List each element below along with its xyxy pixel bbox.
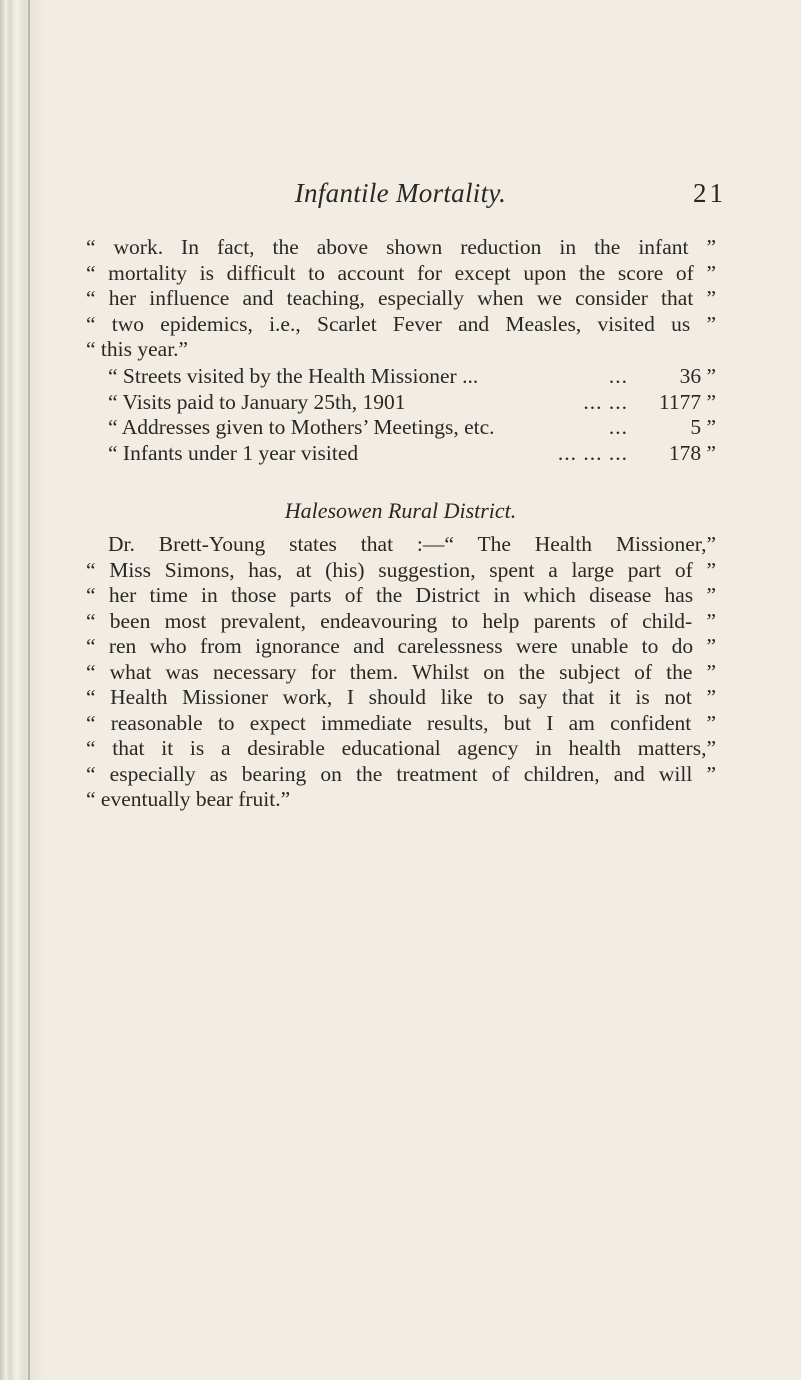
text-line: “ reasonable to expect immediate results, but I am confident ” <box>86 710 716 735</box>
stat-label: “ Streets visited by the Health Missioner ... <box>108 364 479 388</box>
statistics-list <box>108 364 716 466</box>
stat-leader: ... ... ... <box>557 440 628 465</box>
text-line: “ that it is a desirable educational agency in health matters,” <box>86 736 716 760</box>
stat-value: 5 ” <box>690 415 716 439</box>
stat-label: “ Visits paid to January 25th, 1901 <box>108 389 406 414</box>
running-title: Infantile Mortality. <box>294 178 507 208</box>
stat-row-streets <box>108 364 716 390</box>
stat-row-infants <box>108 441 716 467</box>
text-line: “ two epidemics, i.e., Scarlet Fever and Measles, visited us ” <box>86 311 716 336</box>
text-line: “ mortality is difficult to account for except upon the score of ” <box>86 260 716 285</box>
text-line: “ eventually bear fruit.” <box>86 787 291 811</box>
text-line: “ her time in those parts of the District in which disease has ” <box>86 583 716 607</box>
paragraph-quote-work <box>86 235 716 363</box>
text-line: “ ren who from ignorance and carelessness were unable to do ” <box>86 634 716 658</box>
text-line: Dr. Brett-Young states that :—“ The Health Missioner,” <box>108 532 716 556</box>
paragraph-halesowen <box>86 532 716 813</box>
stat-row-addresses <box>108 415 716 441</box>
stat-value: 178 ” <box>668 440 716 465</box>
text-line: “ work. In fact, the above shown reduction in the infant ” <box>86 235 716 259</box>
stat-leader: ... <box>608 415 628 439</box>
stat-value: 1177 ” <box>658 389 716 414</box>
section-heading: Halesowen Rural District. <box>284 498 517 523</box>
page-number: 21 <box>693 178 726 208</box>
stat-label: “ Addresses given to Mothers’ Meetings, etc. <box>108 415 495 439</box>
stat-leader: ... ... <box>583 389 628 414</box>
text-line: “ what was necessary for them. Whilst on the subject of the ” <box>86 659 716 684</box>
text-line: “ this year.” <box>86 337 189 361</box>
page-header <box>0 178 801 218</box>
text-line: “ been most prevalent, endeavouring to help parents of child- ” <box>86 608 716 633</box>
text-line: “ especially as bearing on the treatment of children, and will ” <box>86 761 716 786</box>
text-line: “ her influence and teaching, especially when we consider that ” <box>86 286 716 310</box>
stat-label: “ Infants under 1 year visited <box>108 440 359 465</box>
stat-value: 36 ” <box>679 364 716 388</box>
stat-row-visits <box>108 390 716 416</box>
text-line: “ Miss Simons, has, at (his) suggestion, spent a large part of ” <box>86 557 716 582</box>
stat-leader: ... <box>608 364 628 388</box>
text-line: “ Health Missioner work, I should like to say that it is not ” <box>86 685 716 709</box>
